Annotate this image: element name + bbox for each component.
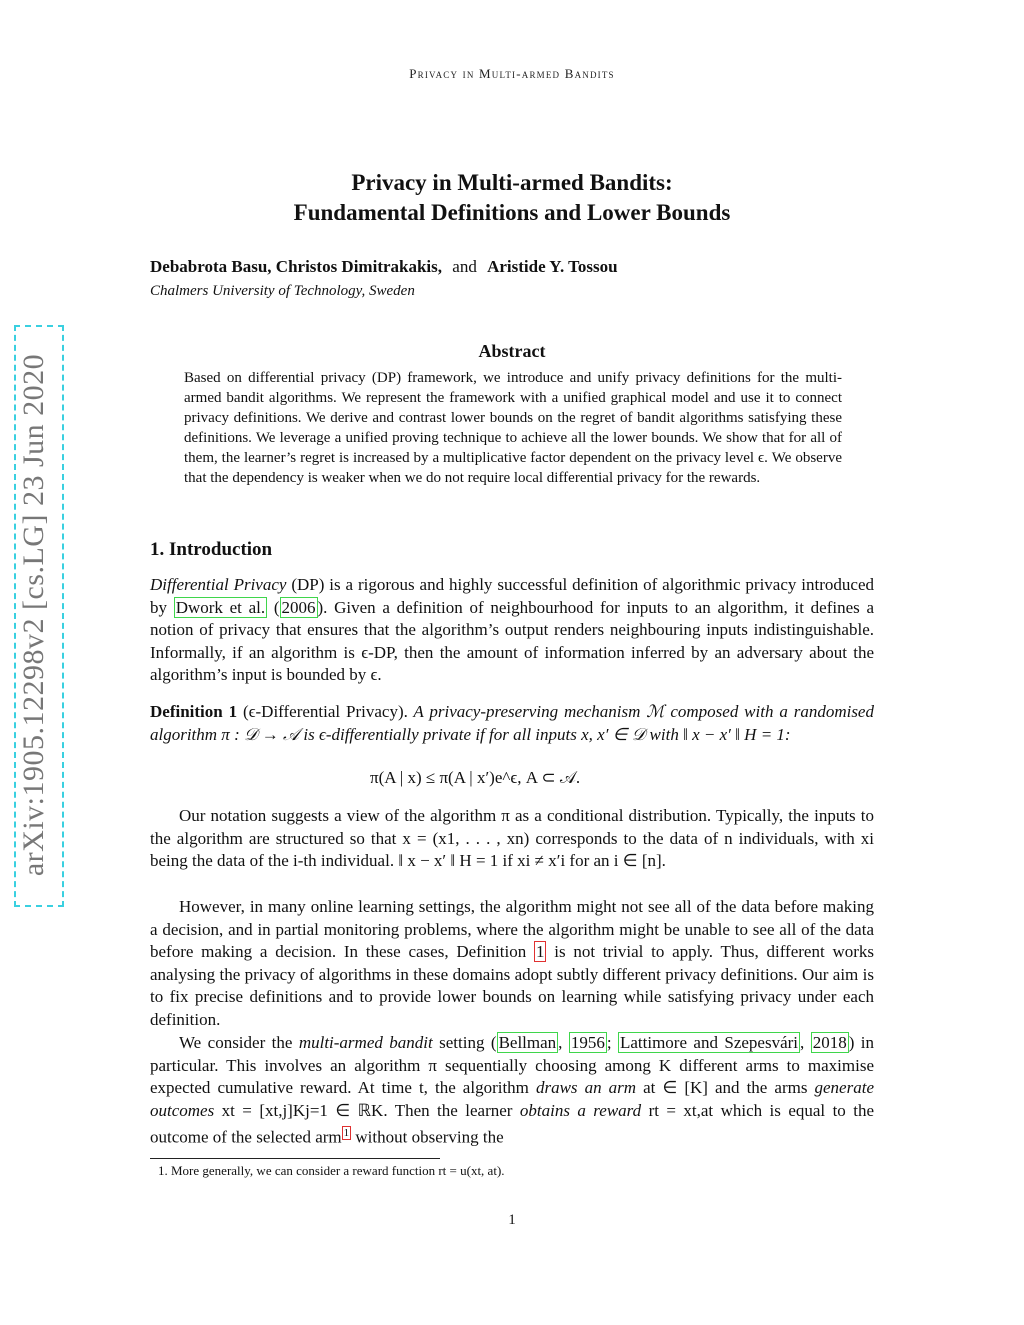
section-heading-introduction: 1. Introduction [150,539,273,560]
definition-name: (ϵ-Differential Privacy). [237,702,408,721]
authors-and: and [452,257,477,276]
dp-equation: π(A | x) ≤ π(A | x′)e^ϵ, A ⊂ 𝒜. [370,768,581,787]
citation-dwork[interactable]: Dwork et al. [175,597,266,617]
authors-last: Aristide Y. Tossou [487,257,618,276]
term-draws-an-arm: draws an arm [535,1078,637,1098]
definition-1 [150,701,874,746]
abstract-text: Based on differential privacy (DP) framework, we introduce and unify privacy definitions for the multi-armed bandit algorithms. We represent the framework with a unified graphical model and use it to connect privacy definitions. We derive and contrast lower bounds on the regret of bandit algorithms satisfying these definitions. We leverage a unified proving technique to achieve all the lower bounds. We show that for all of them, the learner’s regret is increased by a multiplicative factor dependent on the privacy level ϵ. We observe that the dependency is weaker when we do not require local differential privacy for the rewards. [184,370,842,486]
citation-bellman[interactable]: Bellman [498,1033,557,1052]
footnote-ref-link[interactable]: 1 [343,1127,350,1140]
dp-term: Differential Privacy [150,575,287,594]
citation-lattimore-year[interactable]: 2018 [812,1033,847,1052]
author-list [150,257,618,277]
definition-ref-link[interactable]: 1 [535,942,545,962]
p4-text-6: rt = xt,at which is equal to the outcome of the selected arm [150,1100,874,1148]
p4-text-2: setting ( [432,1033,497,1052]
p4-text-4: at ∈ [K] and the arms [636,1078,815,1098]
p4-text-1: We consider the [179,1033,299,1052]
running-head: Privacy in Multi-armed Bandits [409,66,615,81]
arxiv-stamp-text: arXiv:1905.12298v2 [cs.LG] 23 Jun 2020 [17,353,50,877]
title-line-1: Privacy in Multi-armed Bandits: [351,170,673,195]
p4-text-5: xt = [xt,j]Kj=1 ∈ ℝK. Then the learner [214,1100,520,1120]
intro-paragraph-3 [150,896,874,1032]
term-obtains-a-reward: obtains a reward [519,1100,642,1120]
affiliation: Chalmers University of Technology, Sweden [150,283,415,299]
definition-label: Definition 1 [150,702,238,721]
p3-text-2: is not trivial to apply. Thus, different works analysing the privacy of algorithms in these domains adopt subtly different privacy definitions. Our aim is to fix precise definitions and to provide lower bounds on learning while satisfying privacy under each definition. [150,942,875,1029]
p4-sep-1: , [558,1033,569,1052]
p4-sep-2: ; [606,1033,618,1052]
abstract-heading: Abstract [478,341,546,361]
p1-text-3: ). Given a definition of neighbourhood for inputs to an algorithm, it defines a notion of privacy that ensures that the algorithm’s output renders neighbouring inputs indistinguishable. Informally, if an algorithm is ϵ-DP, then the amount of information inferred by an adversary about the algorithm’s input is bounded by ϵ. [150,597,874,685]
term-generate-outcomes: generate outcomes [150,1078,874,1120]
p3-text-1: However, in many online learning settings, the algorithm might not see all of the data before making a decision, and in partial monitoring problems, where the algorithm might be unable to see all of the data before making a decision. In these cases, Definition [150,897,874,962]
p1-text-1: (DP) is a rigorous and highly successful definition of algorithmic privacy introduced by [150,575,874,617]
arxiv-stamp[interactable] [14,325,64,905]
intro-paragraph-4 [150,1032,874,1150]
authors-first: Debabrota Basu, Christos Dimitrakakis, [150,257,443,276]
citation-dwork-year[interactable]: 2006 [281,597,316,617]
p4-sep-3: , [800,1033,811,1052]
citation-bellman-year[interactable]: 1956 [570,1033,605,1052]
p4-text-3: ) in particular. This involves an algorithm π sequentially choosing among K different arms to maximise expected cumulative reward. At time t, the algorithm [150,1033,875,1098]
term-multi-armed-bandit: multi-armed bandit [298,1033,433,1052]
footnote-1: 1. More generally, we can consider a reward function rt = u(xt, at). [158,1163,505,1178]
page-number: 1 [508,1212,516,1228]
p1-text-2: ( [267,597,280,617]
intro-paragraph-2: Our notation suggests a view of the algorithm π as a conditional distribution. Typically, the inputs to the algorithm are structured so that x = (x1, . . . , xn) corresponds to the data of n individuals, with xi being the data of the i-th individual. ‖ x − x′ ‖ H = 1 if xi ≠ x′i for an i ∈ [n]. [150,806,874,871]
citation-lattimore[interactable]: Lattimore and Szepesvári [619,1033,799,1052]
title-line-2: Fundamental Definitions and Lower Bounds [293,200,731,225]
definition-body: A privacy-preserving mechanism ℳ composed with a randomised algorithm π : 𝒟 → 𝒜 is ϵ-differentially private if for all inputs x, x′ ∈ 𝒟 with ‖ x − x′ ‖ H = 1: [150,702,874,744]
footnote-rule [150,1158,440,1159]
intro-paragraph-1 [150,574,874,687]
paper-title [0,168,1024,228]
p4-text-7: without observing the [351,1128,504,1148]
